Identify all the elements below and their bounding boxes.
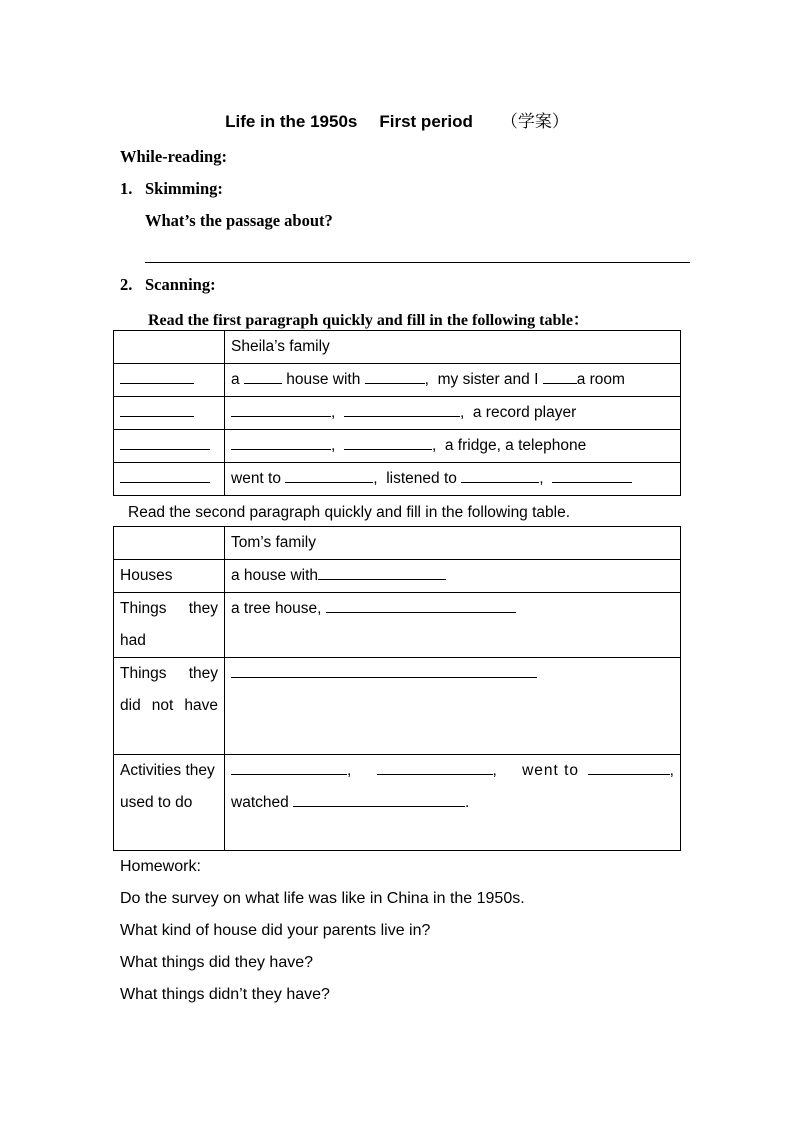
title-period: First period (379, 112, 473, 131)
row-label-activities: Activities they used to do (114, 755, 225, 851)
scanning-heading: Scanning: (145, 275, 216, 294)
table-row (114, 331, 681, 364)
table-cell (225, 560, 681, 593)
skimming-number: 1. (120, 179, 133, 198)
table-cell (114, 430, 225, 463)
blank-line[interactable] (344, 402, 460, 417)
cell-text: , (669, 762, 674, 779)
page-title (0, 107, 794, 132)
row-label-things-had: Things they had (114, 593, 225, 658)
cell-text: , (431, 437, 437, 454)
table-cell (225, 755, 681, 851)
table-header-sheila: Sheila’s family (225, 331, 681, 364)
table-row (114, 658, 681, 755)
scanning-number: 2. (120, 275, 133, 294)
blank-line[interactable] (120, 435, 210, 450)
blank-line[interactable] (326, 598, 516, 613)
scanning-instruction-2: Read the second paragraph quickly and fill in the following table. (128, 504, 571, 521)
blank-line[interactable] (377, 760, 493, 775)
skimming-answer-line[interactable] (145, 262, 690, 263)
table-cell (114, 364, 225, 397)
table-cell (114, 331, 225, 364)
while-reading-heading: While-reading: (120, 147, 227, 166)
table-cell (114, 463, 225, 496)
homework-line: Do the survey on what life was like in China in the 1950s. (120, 890, 525, 907)
table-cell (225, 463, 681, 496)
table-cell (225, 397, 681, 430)
scanning-instruction-1: Read the first paragraph quickly and fill in the following table： (148, 312, 589, 329)
table-cell (114, 397, 225, 430)
homework-heading: Homework: (120, 858, 201, 875)
blank-line[interactable] (120, 402, 194, 417)
cell-text: , (331, 404, 336, 421)
cell-text: a fridge, a telephone (444, 437, 587, 454)
cell-text: my sister and I (437, 371, 539, 388)
title-tag: （学案） (500, 112, 569, 131)
skimming-question: What’s the passage about? (145, 211, 333, 230)
blank-line[interactable] (318, 565, 446, 580)
blank-line[interactable] (244, 369, 282, 384)
cell-text: , (459, 404, 465, 421)
cell-text: a (231, 371, 240, 388)
homework-line: What things did they have? (120, 954, 314, 971)
table-cell (225, 593, 681, 658)
table-row (114, 397, 681, 430)
blank-line[interactable] (231, 760, 347, 775)
tom-family-table (113, 526, 681, 851)
table-cell (225, 430, 681, 463)
cell-text: listened to (386, 470, 457, 487)
table-header-tom: Tom’s family (225, 527, 681, 560)
cell-text: watched (231, 794, 289, 811)
blank-line[interactable] (231, 435, 331, 450)
blank-line[interactable] (461, 468, 539, 483)
table-row (114, 364, 681, 397)
row-label-houses: Houses (114, 560, 225, 593)
blank-line[interactable] (344, 435, 432, 450)
table-row (114, 593, 681, 658)
table-row (114, 560, 681, 593)
cell-text: house with (286, 371, 361, 388)
cell-text: . (465, 794, 470, 811)
table-row (114, 430, 681, 463)
blank-line[interactable] (293, 792, 465, 807)
blank-line[interactable] (231, 402, 331, 417)
skimming-heading: Skimming: (145, 179, 223, 198)
homework-line: What kind of house did your parents live in? (120, 922, 431, 939)
table-cell (225, 364, 681, 397)
cell-text: a record player (472, 404, 577, 421)
table-row (114, 755, 681, 851)
table-cell (225, 658, 681, 755)
cell-text: a house with (231, 567, 319, 584)
cell-text: , (424, 371, 429, 388)
sheila-family-table (113, 330, 681, 496)
cell-text: , (373, 470, 378, 487)
blank-line[interactable] (588, 760, 670, 775)
table-row (114, 527, 681, 560)
homework-line: What things didn’t they have? (120, 986, 330, 1003)
cell-text: , (347, 762, 352, 779)
blank-line[interactable] (543, 369, 577, 384)
cell-text: , (539, 470, 544, 487)
cell-text: , (331, 437, 336, 454)
cell-text: a room (576, 371, 625, 388)
cell-text: a tree house, (231, 600, 322, 617)
blank-line[interactable] (552, 468, 632, 483)
table-row (114, 463, 681, 496)
title-topic: Life in the 1950s (225, 112, 358, 131)
blank-line[interactable] (231, 663, 537, 678)
blank-line[interactable] (120, 369, 194, 384)
blank-line[interactable] (285, 468, 373, 483)
blank-line[interactable] (365, 369, 425, 384)
row-label-things-not-have: Things they did not have (114, 658, 225, 755)
blank-line[interactable] (120, 468, 210, 483)
cell-text: , (492, 762, 497, 779)
table-cell (114, 527, 225, 560)
cell-text: went to (231, 470, 281, 487)
cell-text: went to (522, 762, 580, 779)
